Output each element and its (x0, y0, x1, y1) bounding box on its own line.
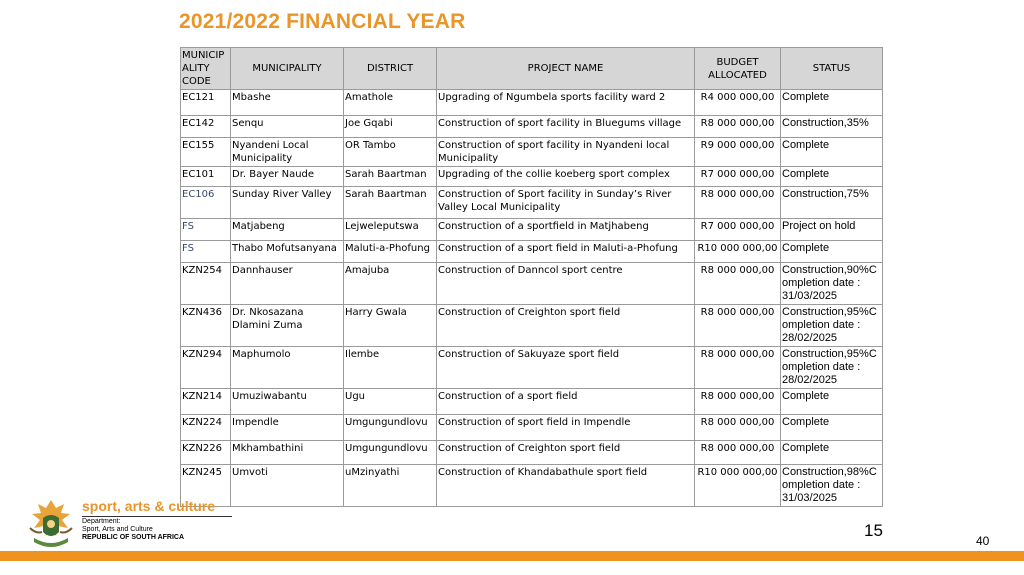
cell-district: Umgungundlovu (344, 441, 437, 465)
cell-project: Construction of sport field in Impendle (437, 415, 695, 441)
projects-table (180, 47, 883, 507)
cell-status: Construction,98%Completion date : 31/03/2025 (781, 465, 883, 507)
cell-municipality: Dr. Bayer Naude (231, 167, 344, 187)
column-header-status: STATUS (781, 48, 883, 90)
cell-district: Umgungundlovu (344, 415, 437, 441)
cell-code: KZN245 (181, 465, 231, 507)
cell-code: KZN294 (181, 347, 231, 389)
cell-project: Construction of Sakuyaze sport field (437, 347, 695, 389)
cell-project: Upgrading of the collie koeberg sport complex (437, 167, 695, 187)
cell-district: Ugu (344, 389, 437, 415)
cell-municipality: Nyandeni Local Municipality (231, 138, 344, 167)
cell-project: Construction of Khandabathule sport field (437, 465, 695, 507)
cell-project: Upgrading of Ngumbela sports facility ward 2 (437, 90, 695, 116)
cell-project: Construction of Creighton sport field (437, 305, 695, 347)
table-row (181, 441, 883, 465)
cell-status: Complete (781, 241, 883, 263)
table-row (181, 347, 883, 389)
cell-budget: R10 000 000,00 (695, 465, 781, 507)
table-row (181, 263, 883, 305)
cell-code: FS (181, 219, 231, 241)
cell-code: KZN254 (181, 263, 231, 305)
cell-project: Construction of a sport field in Maluti-a-Phofung (437, 241, 695, 263)
table-row (181, 305, 883, 347)
cell-budget: R7 000 000,00 (695, 219, 781, 241)
cell-code: EC106 (181, 187, 231, 219)
cell-status: Construction,35% (781, 116, 883, 138)
cell-budget: R7 000 000,00 (695, 167, 781, 187)
department-label: Department: (82, 518, 121, 525)
cell-municipality: Impendle (231, 415, 344, 441)
cell-code: KZN224 (181, 415, 231, 441)
cell-code: EC121 (181, 90, 231, 116)
table-row (181, 465, 883, 507)
cell-municipality: Mbashe (231, 90, 344, 116)
cell-budget: R8 000 000,00 (695, 305, 781, 347)
cell-district: OR Tambo (344, 138, 437, 167)
cell-district: Joe Gqabi (344, 116, 437, 138)
cell-status: Construction,75% (781, 187, 883, 219)
cell-project: Construction of sport facility in Nyandeni local Municipality (437, 138, 695, 167)
cell-status: Complete (781, 90, 883, 116)
department-name: sport, arts & culture (82, 498, 216, 514)
cell-code: KZN214 (181, 389, 231, 415)
cell-district: Amathole (344, 90, 437, 116)
table-row (181, 241, 883, 263)
cell-district: Maluti-a-Phofung (344, 241, 437, 263)
cell-status: Complete (781, 138, 883, 167)
table-row (181, 90, 883, 116)
column-header-municipality: MUNICIPALITY (231, 48, 344, 90)
cell-municipality: Umvoti (231, 465, 344, 507)
cell-project: Construction of a sportfield in Matjhabeng (437, 219, 695, 241)
cell-municipality: Senqu (231, 116, 344, 138)
footer-strip (0, 561, 1024, 575)
page-title: 2021/2022 FINANCIAL YEAR (179, 10, 466, 33)
cell-code: KZN436 (181, 305, 231, 347)
table-row (181, 219, 883, 241)
table-row (181, 138, 883, 167)
cell-municipality: Thabo Mofutsanyana (231, 241, 344, 263)
cell-status: Construction,90%Completion date : 31/03/2025 (781, 263, 883, 305)
table-row (181, 116, 883, 138)
cell-budget: R8 000 000,00 (695, 116, 781, 138)
cell-budget: R8 000 000,00 (695, 441, 781, 465)
cell-code: EC155 (181, 138, 231, 167)
cell-status: Complete (781, 167, 883, 187)
table-row (181, 389, 883, 415)
cell-municipality: Dr. Nkosazana Dlamini Zuma (231, 305, 344, 347)
cell-budget: R8 000 000,00 (695, 389, 781, 415)
cell-budget: R4 000 000,00 (695, 90, 781, 116)
coat-of-arms-icon (26, 498, 76, 550)
cell-municipality: Maphumolo (231, 347, 344, 389)
cell-district: Sarah Baartman (344, 167, 437, 187)
cell-municipality: Umuziwabantu (231, 389, 344, 415)
column-header-code: MUNICIPALITY CODE (181, 48, 231, 90)
cell-project: Construction of Sport facility in Sunday’s River Valley Local Municipality (437, 187, 695, 219)
cell-municipality: Matjabeng (231, 219, 344, 241)
cell-budget: R8 000 000,00 (695, 347, 781, 389)
cell-project: Construction of sport facility in Bluegums village (437, 116, 695, 138)
column-header-district: DISTRICT (344, 48, 437, 90)
cell-municipality: Sunday River Valley (231, 187, 344, 219)
cell-status: Complete (781, 389, 883, 415)
cell-budget: R8 000 000,00 (695, 263, 781, 305)
cell-project: Construction of Danncol sport centre (437, 263, 695, 305)
cell-status: Complete (781, 415, 883, 441)
table-row (181, 415, 883, 441)
column-header-project: PROJECT NAME (437, 48, 695, 90)
cell-code: EC101 (181, 167, 231, 187)
cell-municipality: Dannhauser (231, 263, 344, 305)
cell-project: Construction of Creighton sport field (437, 441, 695, 465)
column-header-budget: BUDGET ALLOCATED (695, 48, 781, 90)
table-header-row (181, 48, 883, 90)
cell-district: Lejweleputswa (344, 219, 437, 241)
department-full-name: Sport, Arts and Culture (82, 526, 153, 533)
cell-status: Construction,95%Completion date : 28/02/2025 (781, 305, 883, 347)
department-logo (26, 498, 276, 550)
cell-district: Sarah Baartman (344, 187, 437, 219)
cell-district: uMzinyathi (344, 465, 437, 507)
table-row (181, 187, 883, 219)
cell-code: FS (181, 241, 231, 263)
logo-divider (82, 516, 232, 517)
cell-status: Construction,95%Completion date : 28/02/2025 (781, 347, 883, 389)
table-row (181, 167, 883, 187)
cell-code: KZN226 (181, 441, 231, 465)
cell-project: Construction of a sport field (437, 389, 695, 415)
cell-code: EC142 (181, 116, 231, 138)
cell-district: Harry Gwala (344, 305, 437, 347)
slide-number: 40 (976, 534, 990, 548)
country-name: REPUBLIC OF SOUTH AFRICA (82, 534, 185, 541)
cell-budget: R8 000 000,00 (695, 415, 781, 441)
cell-district: Ilembe (344, 347, 437, 389)
cell-status: Project on hold (781, 219, 883, 241)
cell-status: Complete (781, 441, 883, 465)
cell-budget: R9 000 000,00 (695, 138, 781, 167)
page-number: 15 (864, 521, 883, 540)
cell-district: Amajuba (344, 263, 437, 305)
cell-budget: R10 000 000,00 (695, 241, 781, 263)
cell-budget: R8 000 000,00 (695, 187, 781, 219)
cell-municipality: Mkhambathini (231, 441, 344, 465)
footer-bar (0, 551, 1024, 561)
